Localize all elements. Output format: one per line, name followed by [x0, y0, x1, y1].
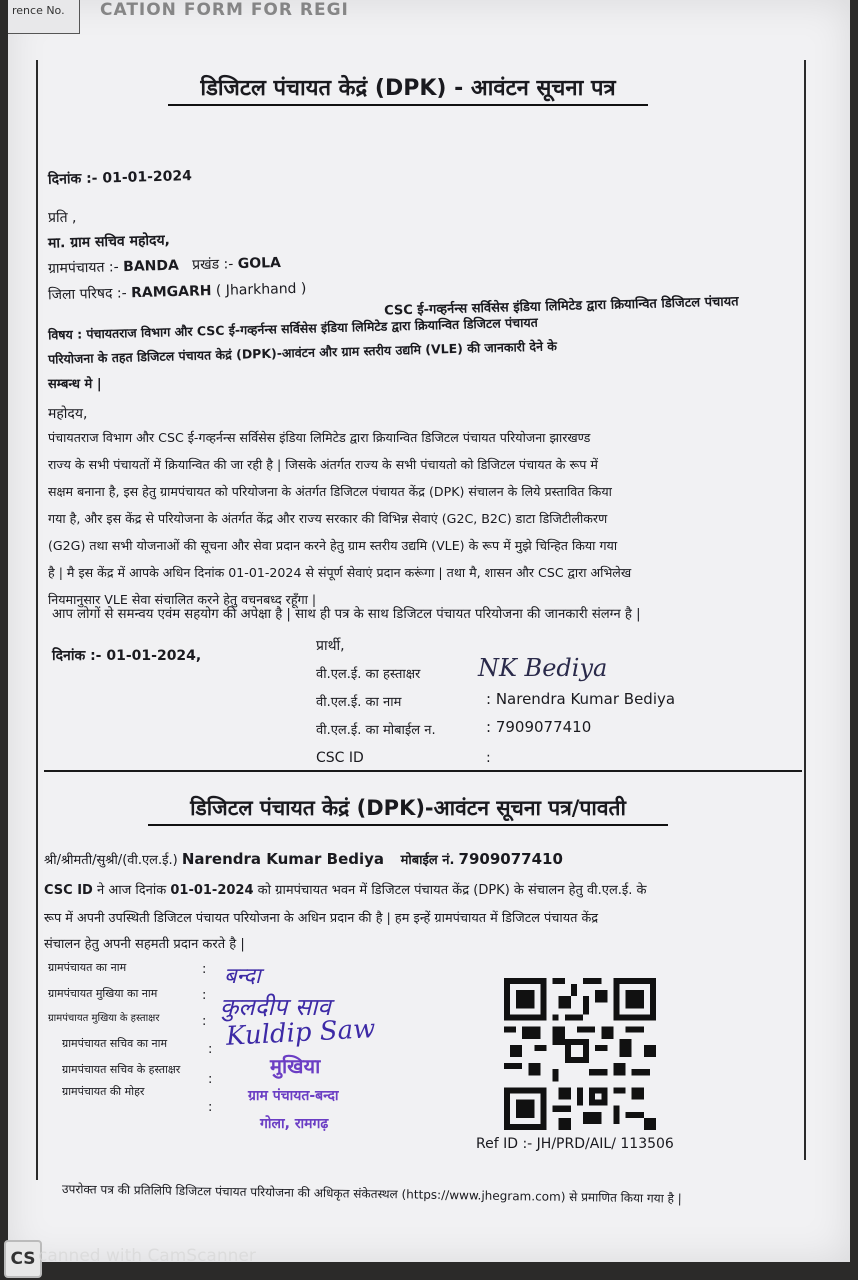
- field-sachiv-sign-label: ग्रामपंचायत सचिव के हस्ताक्षर: [62, 1063, 181, 1076]
- camscanner-logo: CS: [4, 1240, 42, 1278]
- receipt-text-1: [44, 880, 647, 898]
- qr-code: [502, 978, 658, 1130]
- frame-right-border: [804, 60, 806, 1160]
- csc-id-label: CSC ID: [316, 750, 364, 766]
- vle-mobile-label: वी.एल.ई. का मोबाईल न.: [316, 723, 436, 738]
- field-sep: :: [202, 988, 207, 1003]
- addressee: मा. ग्राम सचिव महोदय,: [47, 232, 171, 252]
- letter-title: डिजिटल पंचायत केद्रं (DPK) - आवंटन सूचना पत्र: [168, 72, 648, 106]
- field-panchayat-name-label: ग्रामपंचायत का नाम: [48, 961, 127, 974]
- section-divider: [44, 770, 802, 772]
- subject-line-1: विषय : पंचायतराज विभाग और CSC ई-गव्हर्नन्स सर्विसेस इंडिया लिमिटेड द्वारा क्रियान्वित डिजिटल पंचायत: [47, 314, 538, 343]
- vle-name-value: : Narendra Kumar Bediya: [486, 690, 676, 708]
- field-sep: :: [208, 1072, 213, 1087]
- district-state: ( Jharkhand ): [215, 280, 307, 299]
- block-label: प्रखंड :-: [191, 256, 234, 274]
- field-mukhiya-name-label: ग्रामपंचायत मुखिया का नाम: [48, 987, 158, 1000]
- stamp-panchayat: ग्राम पंचायत-बन्दा: [248, 1088, 339, 1104]
- stamp-title: मुखिया: [270, 1054, 321, 1078]
- body-line: है | मै इस केंद्र में आपके अधिन दिनांक 01-01-2024 से संपूर्ण सेवाएं प्रदान करूंगा | तथा मै, शासन और CSC द्वारा अभिलेख: [48, 565, 632, 580]
- mukhiya-signature: Kuldip Saw: [225, 1014, 377, 1052]
- sign-date: दिनांक :- 01-01-2024,: [52, 648, 202, 664]
- field-sep: :: [202, 962, 207, 977]
- stamp-location: गोला, रामगढ़: [260, 1116, 329, 1132]
- field-seal-label: ग्रामपंचायत की मोहर: [62, 1085, 145, 1098]
- body-line: राज्य के सभी पंचायतों में क्रियान्वित की जा रही है | जिसके अंतर्गत राज्य के सभी पंचायतो को डिजिटल पंचायत के रूप में: [48, 457, 598, 472]
- receipt-title: डिजिटल पंचायत केद्रं (DPK)-आवंटन सूचना पत्र/पावती: [148, 794, 668, 826]
- form-header-partial: CATION FORM FOR REGI: [100, 0, 349, 20]
- document-page: [8, 0, 850, 1262]
- receipt-text-3: संचालन हेतु अपनी सहमती प्रदान करते है |: [44, 937, 245, 952]
- body-line: गया है, और इस केंद्र से परियोजना के अंतर्गत केंद्र और राज्य सरकार की विभिन्न सेवाएं (G2C, B2C) डाटा डिजिटीलीकरण: [48, 511, 608, 526]
- mobile-value: 7909077410: [458, 850, 563, 868]
- district-value: RAMGARH: [130, 283, 212, 302]
- letter-date: दिनांक :- 01-01-2024: [47, 168, 193, 188]
- field-mukhiya-sign-label: ग्रामपंचायत मुखिया के हस्ताक्षर: [48, 1013, 160, 1024]
- camscanner-watermark: canned with CamScanner: [38, 1246, 256, 1266]
- ref-id: Ref ID :- JH/PRD/AIL/ 113506: [476, 1136, 674, 1152]
- receipt-text-part: ने आज दिनांक: [92, 883, 171, 898]
- district-label: जिला परिषद :-: [47, 285, 127, 304]
- district-line: [48, 279, 307, 305]
- csc-prefix: CSC ID: [44, 883, 93, 898]
- csc-id-value: :: [486, 750, 491, 766]
- body-line: नियमानुसार VLE सेवा संचालित करने हेतु वचनबध्द रहूँगा |: [48, 592, 317, 607]
- closing-line: आप लोगों से समन्वय एवंम सहयोग की अपेक्षा है | साथ ही पत्र के साथ डिजिटल पंचायत परियोजना की जानकारी संलग्न है |: [52, 607, 641, 622]
- footer-note: उपरोक्त पत्र की प्रतिलिपि डिजिटल पंचायत परियोजना की अधिकृत संकेतस्थल (https://www.jhegram.com) से प्रमाणित किया गया है |: [61, 1182, 682, 1206]
- receipt-date: 01-01-2024: [170, 883, 254, 898]
- panchayat-label: ग्रामपंचायत :-: [47, 259, 119, 278]
- body-line: पंचायतराज विभाग और CSC ई-गव्हर्नन्स सर्विसेस इंडिया लिमिटेड द्वारा क्रियान्वित डिजिटल पंचायत परियोजना झारखण्ड: [48, 430, 591, 445]
- reference-number-box: rence No.: [8, 0, 80, 34]
- vle-name-label: वी.एल.ई. का नाम: [316, 695, 402, 710]
- subject-line-2: परियोजना के तहत डिजिटल पंचायत केद्रं (DPK)-आवंटन और ग्राम स्तरीय उद्यमि (VLE) की जानकारी देने के: [47, 338, 558, 367]
- letter-body: [48, 424, 798, 613]
- frame-left-border: [36, 60, 38, 1180]
- handwritten-panchayat-name: बन्दा: [224, 964, 261, 989]
- receipt-text-2: रूप में अपनी उपस्थिती डिजिटल पंचायत परियोजना के अधिन प्रदान की है | हम इन्हें ग्रामपंचायत में डिजिटल पंचायत केंद्र: [44, 911, 599, 926]
- to-line: प्रति ,: [48, 210, 77, 226]
- receipt-name-line: [44, 850, 563, 868]
- mobile-label: मोबाईल नं.: [400, 853, 455, 868]
- handwritten-mukhiya-name: कुलदीप साव: [220, 993, 331, 1021]
- name-prefix: श्री/श्रीमती/सुश्री/(वी.एल.ई.): [44, 853, 178, 868]
- panchayat-value: BANDA: [122, 257, 180, 276]
- receipt-text-part: को ग्रामपंचायत भवन में डिजिटल पंचायत केंद्र (DPK) के संचालन हेतु वी.एल.ई. के: [253, 883, 647, 898]
- panchayat-line: [48, 253, 281, 278]
- district-tail: CSC ई-गव्हर्नन्स सर्विसेस इंडिया लिमिटेड द्वारा क्रियान्वित डिजिटल पंचायत: [383, 294, 739, 319]
- salutation: महोदय,: [48, 406, 88, 422]
- applicant: प्रार्थी,: [316, 638, 345, 654]
- vle-sign-label: वी.एल.ई. का हस्ताक्षर: [316, 667, 421, 682]
- body-line: (G2G) तथा सभी योजनाओं की सूचना और सेवा प्रदान करने हेतु ग्राम स्तरीय उद्यमि (VLE) के रूप में मुझे चिन्हित किया गया: [48, 538, 618, 553]
- vle-signature: NK Bediya: [478, 654, 608, 682]
- field-sachiv-name-label: ग्रामपंचायत सचिव का नाम: [62, 1037, 168, 1050]
- vle-name: Narendra Kumar Bediya: [181, 850, 385, 868]
- field-sep: :: [208, 1100, 213, 1115]
- field-sep: :: [202, 1014, 207, 1029]
- field-sep: :: [208, 1042, 213, 1057]
- subject-line-3: सम्बन्ध मे |: [48, 377, 102, 392]
- vle-mobile-value: : 7909077410: [486, 718, 592, 736]
- body-line: सक्षम बनाना है, इस हेतु ग्रामपंचायत को परियोजना के अंतर्गत डिजिटल पंचायत केंद्र (DPK) संचालन के लिये प्रस्तावित किया: [48, 484, 612, 499]
- block-value: GOLA: [237, 254, 282, 273]
